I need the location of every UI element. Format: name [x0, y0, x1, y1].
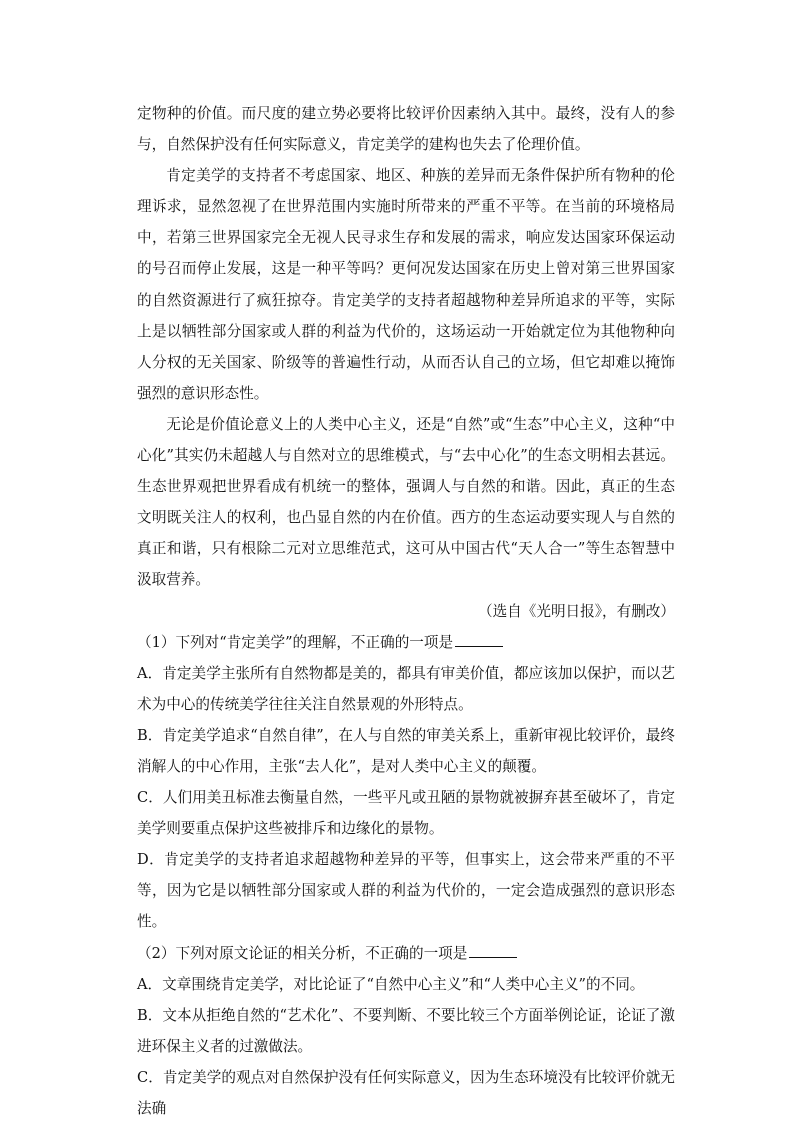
document-content: [137, 98, 675, 1124]
question-2-option-b: B．文本从拒绝自然的“艺术化”、不要判断、不要比较三个方面举例论证，论证了激进环保主义者的过激做法。: [137, 1006, 675, 1055]
question-1-option-d: D．肯定美学的支持者追求超越物种差异的平等，但事实上，这会带来严重的不平等，因为它是以牺牲部分国家或人群的利益为代价的，一定会造成强烈的意识形态性。: [137, 851, 675, 931]
question-1-option-b: B．肯定美学追求“自然自律”，在人与自然的审美关系上，重新审视比较评价，最终消解人的中心作用，主张“去人化”，是对人类中心主义的颠覆。: [137, 726, 675, 775]
question-2-option-c: C．肯定美学的观点对自然保护没有任何实际意义，因为生态环境没有比较评价就无法确: [137, 1068, 675, 1117]
question-1-stem: [137, 627, 675, 658]
answer-blank-2: [469, 943, 517, 958]
question-2-stem: [137, 938, 675, 969]
passage-source: （选自《光明日报》，有删改）: [477, 602, 675, 620]
answer-blank-1: [455, 632, 503, 647]
question-2-option-a: A．文章围绕肯定美学，对比论证了“自然中心主义”和“人类中心主义”的不同。: [137, 975, 645, 993]
passage-paragraph-2: 肯定美学的支持者不考虑国家、地区、种族的差异而无条件保护所有物种的伦理诉求，显然忽视了在世界范围内实施时所带来的严重不平等。在当前的环境格局中，若第三世界国家完全无视人民寻求生存和发展的需求，响应发达国家环保运动的号召而停止发展，这是一种平等吗？更何况发达国家在历史上曾对第三世界国家的自然资源进行了疯狂掠夺。肯定美学的支持者超越物种差异所追求的平等，实际上是以牺牲部分国家或人群的利益为代价的，这场运动一开始就定位为其他物种向人分权的无关国家、阶级等的普遍性行动，从而否认自己的立场，但它却难以掩饰强烈的意识形态性。: [137, 167, 675, 402]
passage-paragraph-3: 无论是价值论意义上的人类中心主义，还是“自然”或“生态”中心主义，这种“中心化”其实仍未超越人与自然对立的思维模式，与“去中心化”的生态文明相去甚远。生态世界观把世界看成有机统一的整体，强调人与自然的和谐。因此，真正的生态文明既关注人的权利，也凸显自然的内在价值。西方的生态运动要实现人与自然的真正和谐，只有根除二元对立思维范式，这可从中国古代“天人合一”等生态智慧中汲取营养。: [137, 415, 675, 589]
question-2-text: （2）下列对原文论证的相关分析，不正确的一项是: [137, 944, 468, 962]
question-1-option-c: C．人们用美丑标准去衡量自然，一些平凡或丑陋的景物就被摒弃甚至破坏了，肯定美学则要重点保护这些被排斥和边缘化的景物。: [137, 789, 675, 838]
question-1-text: （1）下列对“肯定美学”的理解，不正确的一项是: [137, 633, 454, 651]
question-1-option-a: A．肯定美学主张所有自然物都是美的，都具有审美价值，都应该加以保护，而以艺术为中心的传统美学往往关注自然景观的外形特点。: [137, 664, 675, 713]
passage-paragraph-1: 定物种的价值。而尺度的建立势必要将比较评价因素纳入其中。最终，没有人的参与，自然保护没有任何实际意义，肯定美学的建构也失去了伦理价值。: [137, 105, 675, 154]
